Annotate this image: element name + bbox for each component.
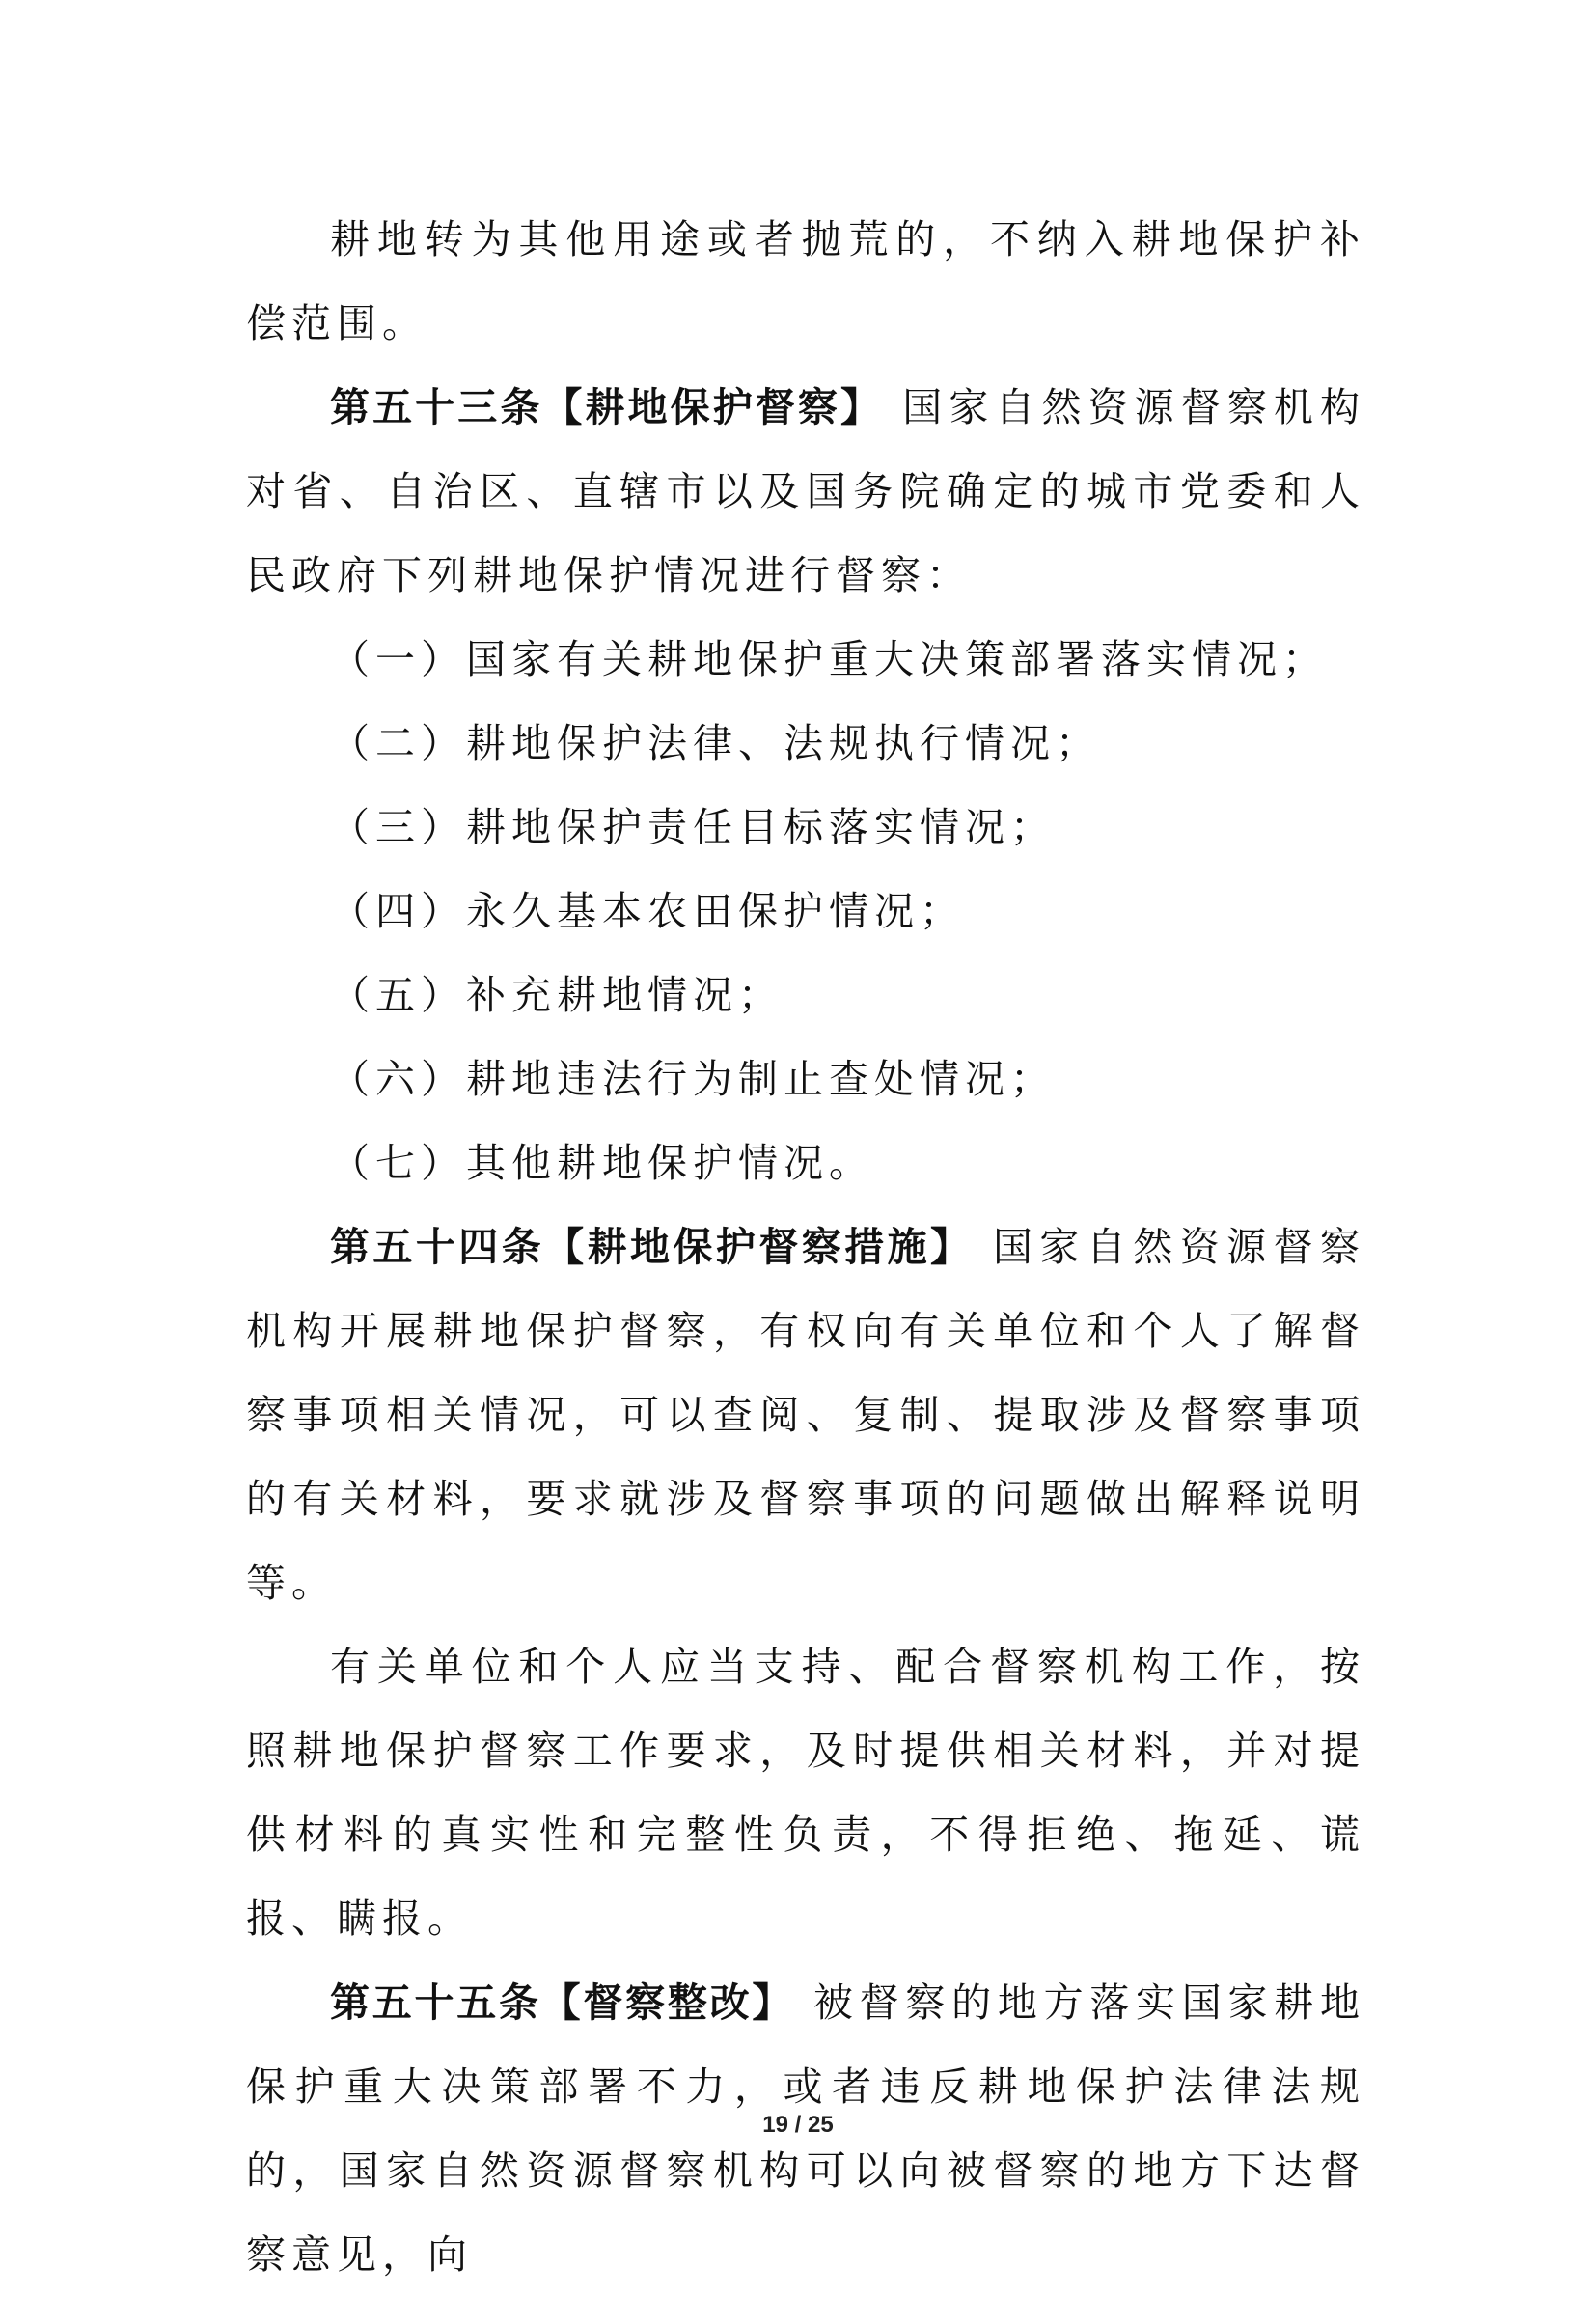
list-item: （一）国家有关耕地保护重大决策部署落实情况； — [330, 636, 1328, 682]
article-54 — [246, 1205, 1365, 1625]
article-53-text: 国家自然资源督察机构对省、自治区、直辖市以及国务院确定的城市党委和人民政府下列耕地保护情况进行督察： — [246, 384, 1365, 598]
page-number: 19 / 25 — [762, 2112, 834, 2138]
article-55-text: 被督察的地方落实国家耕地保护重大决策部署不力，或者违反耕地保护法律法规的，国家自然资源督察机构可以向被督察的地方下达督察意见，向 — [246, 1979, 1365, 2278]
list-item: （六）耕地违法行为制止查处情况； — [330, 1056, 1056, 1102]
list-item: （二）耕地保护法律、法规执行情况； — [330, 720, 1101, 766]
paragraph-support-cooperation: 有关单位和个人应当支持、配合督察机构工作，按照耕地保护督察工作要求，及时提供相关材料，并对提供材料的真实性和完整性负责，不得拒绝、拖延、谎报、瞒报。 — [246, 1644, 1365, 1942]
list-item: （三）耕地保护责任目标落实情况； — [330, 804, 1056, 850]
article-53 — [246, 366, 1365, 618]
paragraph-abandoned-land: 耕地转为其他用途或者抛荒的，不纳入耕地保护补偿范围。 — [246, 216, 1365, 346]
article-54-heading: 第五十四条【耕地保护督察措施】 — [330, 1224, 974, 1270]
article-54-text: 国家自然资源督察机构开展耕地保护督察，有权向有关单位和个人了解督察事项相关情况，可以查阅、复制、提取涉及督察事项的有关材料，要求就涉及督察事项的问题做出解释说明等。 — [246, 1224, 1365, 1606]
list-item: （五）补充耕地情况； — [330, 972, 784, 1018]
article-53-heading: 第五十三条【耕地保护督察】 — [330, 384, 884, 430]
document-body — [246, 198, 1365, 2297]
article-55-heading: 第五十五条【督察整改】 — [330, 1979, 795, 2026]
list-item: （七）其他耕地保护情况。 — [330, 1140, 874, 1186]
list-item: （四）永久基本农田保护情况； — [330, 888, 965, 934]
